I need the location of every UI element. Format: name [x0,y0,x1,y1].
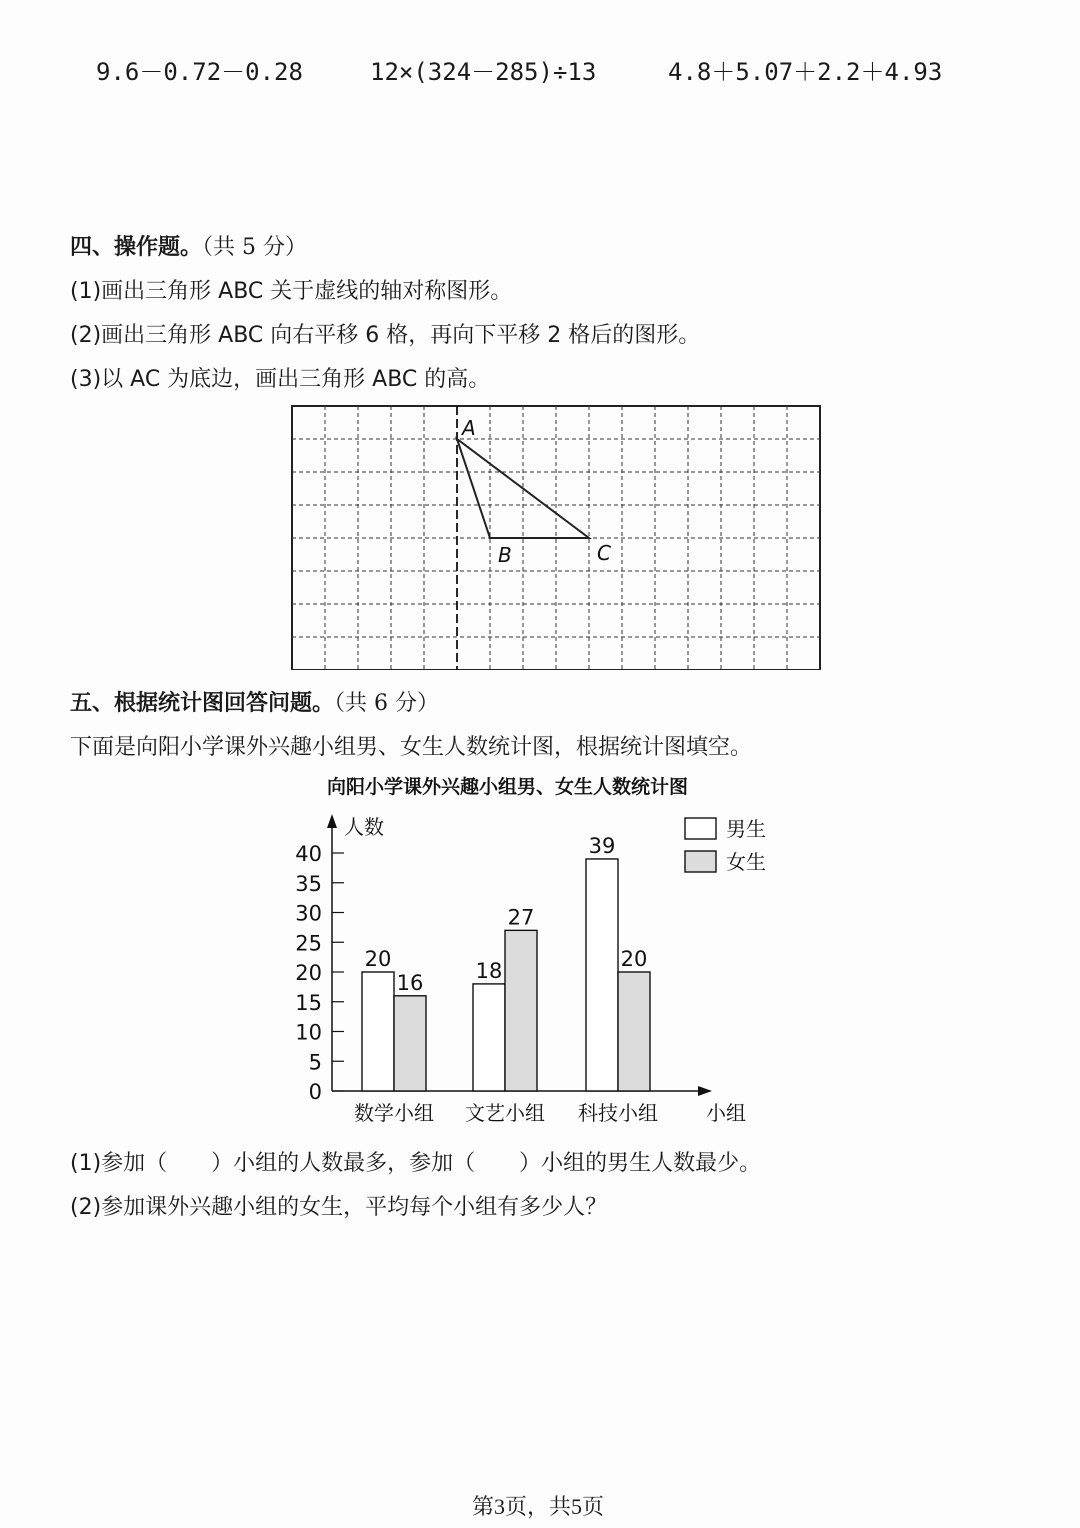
expression-3: 4.8＋5.07＋2.2＋4.93 [668,58,943,86]
bar-男生 [362,972,394,1091]
legend-label-男生: 男生 [726,817,766,841]
triangle-grid [290,404,824,670]
legend-label-女生: 女生 [726,850,766,874]
x-axis-arrow [698,1086,712,1096]
y-axis-arrow [327,814,337,828]
section4-item-1: (1)画出三角形 ABC 关于虚线的轴对称图形。 [70,279,513,304]
section5-intro: 下面是向阳小学课外兴趣小组男、女生人数统计图，根据统计图填空。 [70,735,753,760]
section5-points: （共 6 分） [334,691,439,716]
bar-女生 [394,996,426,1091]
section5-heading [70,686,439,717]
bar-女生 [618,972,650,1091]
section5-title: 五、根据统计图回答问题。 [70,691,335,716]
expression-2: 12×(324－285)÷13 [370,58,597,86]
data-label: 27 [507,905,535,930]
data-label: 18 [475,958,503,983]
vertex-label-b: B [498,543,512,567]
legend-swatch-女生 [685,851,716,872]
y-tick-label: 30 [295,901,322,926]
data-label: 39 [588,833,616,858]
y-tick-label: 10 [295,1020,322,1045]
y-tick-label: 35 [295,871,322,896]
y-axis-label: 人数 [344,815,384,839]
triangle-abc [457,439,589,538]
y-tick-label: 0 [308,1080,322,1104]
y-tick-label: 40 [295,842,322,866]
x-tick-label: 数学小组 [354,1101,434,1125]
section5-question-2: (2)参加课外兴趣小组的女生，平均每个小组有多少人？ [70,1195,608,1220]
chart-title: 向阳小学课外兴趣小组男、女生人数统计图 [327,776,689,798]
bar-男生 [473,984,505,1091]
x-axis-label: 小组 [706,1101,746,1125]
page-footer: 第3页，共5页 [472,1494,605,1519]
section4-item-3: (3)以 AC 为底边，画出三角形 ABC 的高。 [70,367,491,392]
y-tick-label: 25 [295,931,322,956]
section5-question-1: (1)参加（ ）小组的人数最多，参加（ ）小组的男生人数最少。 [70,1151,762,1176]
y-tick-label: 15 [295,990,322,1015]
expression-1: 9.6－0.72－0.28 [96,58,303,86]
y-tick-label: 20 [295,961,322,985]
data-label: 16 [396,970,424,995]
vertex-label-c: C [597,541,611,565]
legend-swatch-男生 [685,818,716,839]
bar-chart [280,770,800,1130]
bar-男生 [586,859,618,1091]
data-label: 20 [620,947,648,971]
x-tick-label: 科技小组 [578,1101,658,1125]
data-label: 20 [364,947,392,971]
bar-女生 [505,930,537,1091]
section4-item-2: (2)画出三角形 ABC 向右平移 6 格，再向下平移 2 格后的图形。 [70,323,701,348]
section4-title: 四、操作题。 [70,235,203,260]
vertex-label-a: A [462,416,476,440]
section4-heading [70,230,307,261]
section4-points: （共 5 分） [202,235,307,260]
y-tick-label: 5 [308,1050,322,1075]
x-tick-label: 文艺小组 [465,1101,545,1125]
